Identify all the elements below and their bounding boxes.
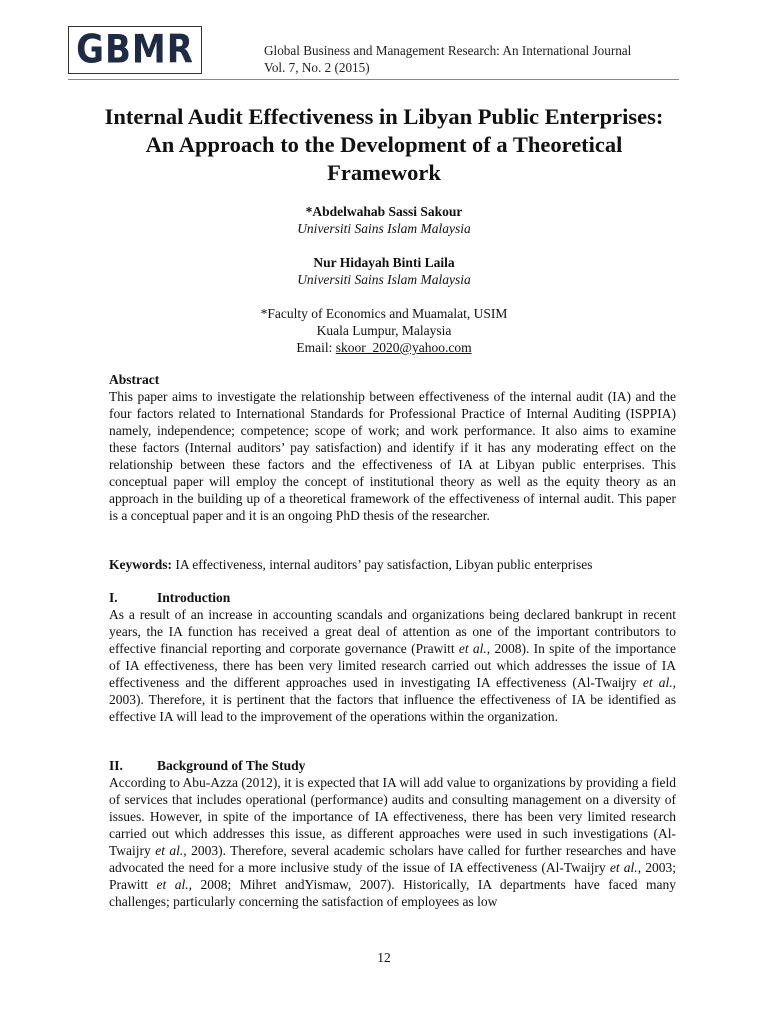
- section-2-title: Background of The Study: [157, 758, 306, 773]
- journal-info: [264, 42, 631, 76]
- section-1-number: I.: [109, 590, 118, 605]
- keywords-line: [109, 556, 676, 573]
- citation-etal: et al.: [609, 860, 638, 875]
- keywords-text: IA effectiveness, internal auditors’ pay satisfaction, Libyan public enterprises: [175, 557, 593, 572]
- faculty-line: *Faculty of Economics and Muamalat, USIM: [260, 306, 508, 321]
- section-1-title: Introduction: [157, 590, 231, 605]
- author-2-name: Nur Hidayah Binti Laila: [313, 255, 455, 270]
- section-1-text: [109, 606, 676, 725]
- page-number: 12: [377, 950, 391, 965]
- email-label: Email:: [296, 340, 333, 355]
- section-2-heading: [109, 757, 305, 774]
- email-link[interactable]: skoor_2020@yahoo.com: [335, 340, 472, 355]
- citation-etal: et al.,: [642, 675, 676, 690]
- section-2-number: II.: [109, 758, 123, 773]
- section-2-text: [109, 774, 676, 910]
- journal-logo: [68, 26, 202, 74]
- section-1-heading: [109, 589, 230, 606]
- citation-etal: et al.,: [156, 877, 192, 892]
- section-2-text-part4: 2008; Mihret andYismaw, 2007). Historically, IA departments have faced many challenges; particularly concerning the satisfaction of employees as low: [109, 877, 677, 909]
- section-2-text-part3: , 2003; Prawitt: [109, 860, 676, 892]
- logo-text: GBMR: [76, 27, 194, 73]
- section-1-text-part1: As a result of an increase in accounting scandals and organizations being declared bankrupt in recent years, the IA function has received a great deal of attention as one of the important contributors to effective financial reporting and corporate governance (Prawitt: [109, 607, 676, 656]
- location-line: Kuala Lumpur, Malaysia: [316, 323, 452, 338]
- author-1-affiliation: Universiti Sains Islam Malaysia: [297, 221, 471, 236]
- author-1-name: *Abdelwahab Sassi Sakour: [305, 204, 463, 219]
- section-2-text-part1: According to Abu-Azza (2012), it is expected that IA will add value to organizations by providing a field of services that includes operational (performance) audits and consulting management on a diversity of issues. However, in spite of the importance of IA effectiveness, there has been very limited research carried out which addresses this issue, as different approaches were used in such investigations (Al-Twaijry: [109, 775, 676, 858]
- page-header: [0, 0, 768, 82]
- citation-etal: et al.,: [458, 641, 491, 656]
- paper-title: Internal Audit Effectiveness in Libyan Public Enterprises: An Approach to the Development of a Theoretical Framework: [104, 104, 664, 185]
- header-divider: [68, 79, 679, 80]
- abstract-block: [109, 371, 676, 524]
- section-1-text-part2: 2008). In spite of the importance of IA effectiveness, there has been very limited research carried out which addresses the issue of IA effectiveness and the different approaches used in investigating IA effectiveness (Al-Twaijry: [109, 641, 677, 690]
- journal-name: Global Business and Management Research: An International Journal: [264, 43, 632, 58]
- email-line: [0, 339, 768, 356]
- author-2-affiliation: Universiti Sains Islam Malaysia: [297, 272, 471, 287]
- keywords-label: Keywords:: [109, 557, 172, 572]
- journal-volume: Vol. 7, No. 2 (2015): [264, 60, 370, 75]
- section-2-text-part2: 2003). Therefore, several academic scholars have called for further researches and have advocated the need for a more inclusive study of the issue of IA effectiveness (Al-Twaijry: [109, 843, 676, 875]
- abstract-heading: Abstract: [109, 372, 160, 387]
- section-1-text-part3: 2003). Therefore, it is pertinent that the factors that influence the effectiveness of IA be identified as effective IA will lead to the improvement of the operations within the organization.: [109, 692, 676, 724]
- citation-etal: et al.,: [155, 843, 187, 858]
- abstract-text: This paper aims to investigate the relationship between effectiveness of the internal audit (IA) and the four factors related to International Standards for Professional Practice of Internal Auditing (ISPPIA) namely, independence; competence; scope of work; and work performance. It also aims to examine these factors (Internal auditors’ pay satisfaction) and identify if it has any moderating effect on the relationship between these factors and the effectiveness of IA at Libyan public enterprises. This conceptual paper will employ the concept of institutional theory as well as the equity theory as an approach in the building up of a theoretical framework of the effectiveness of internal audit. This paper is a conceptual paper and it is an ongoing PhD thesis of the researcher.: [109, 389, 676, 523]
